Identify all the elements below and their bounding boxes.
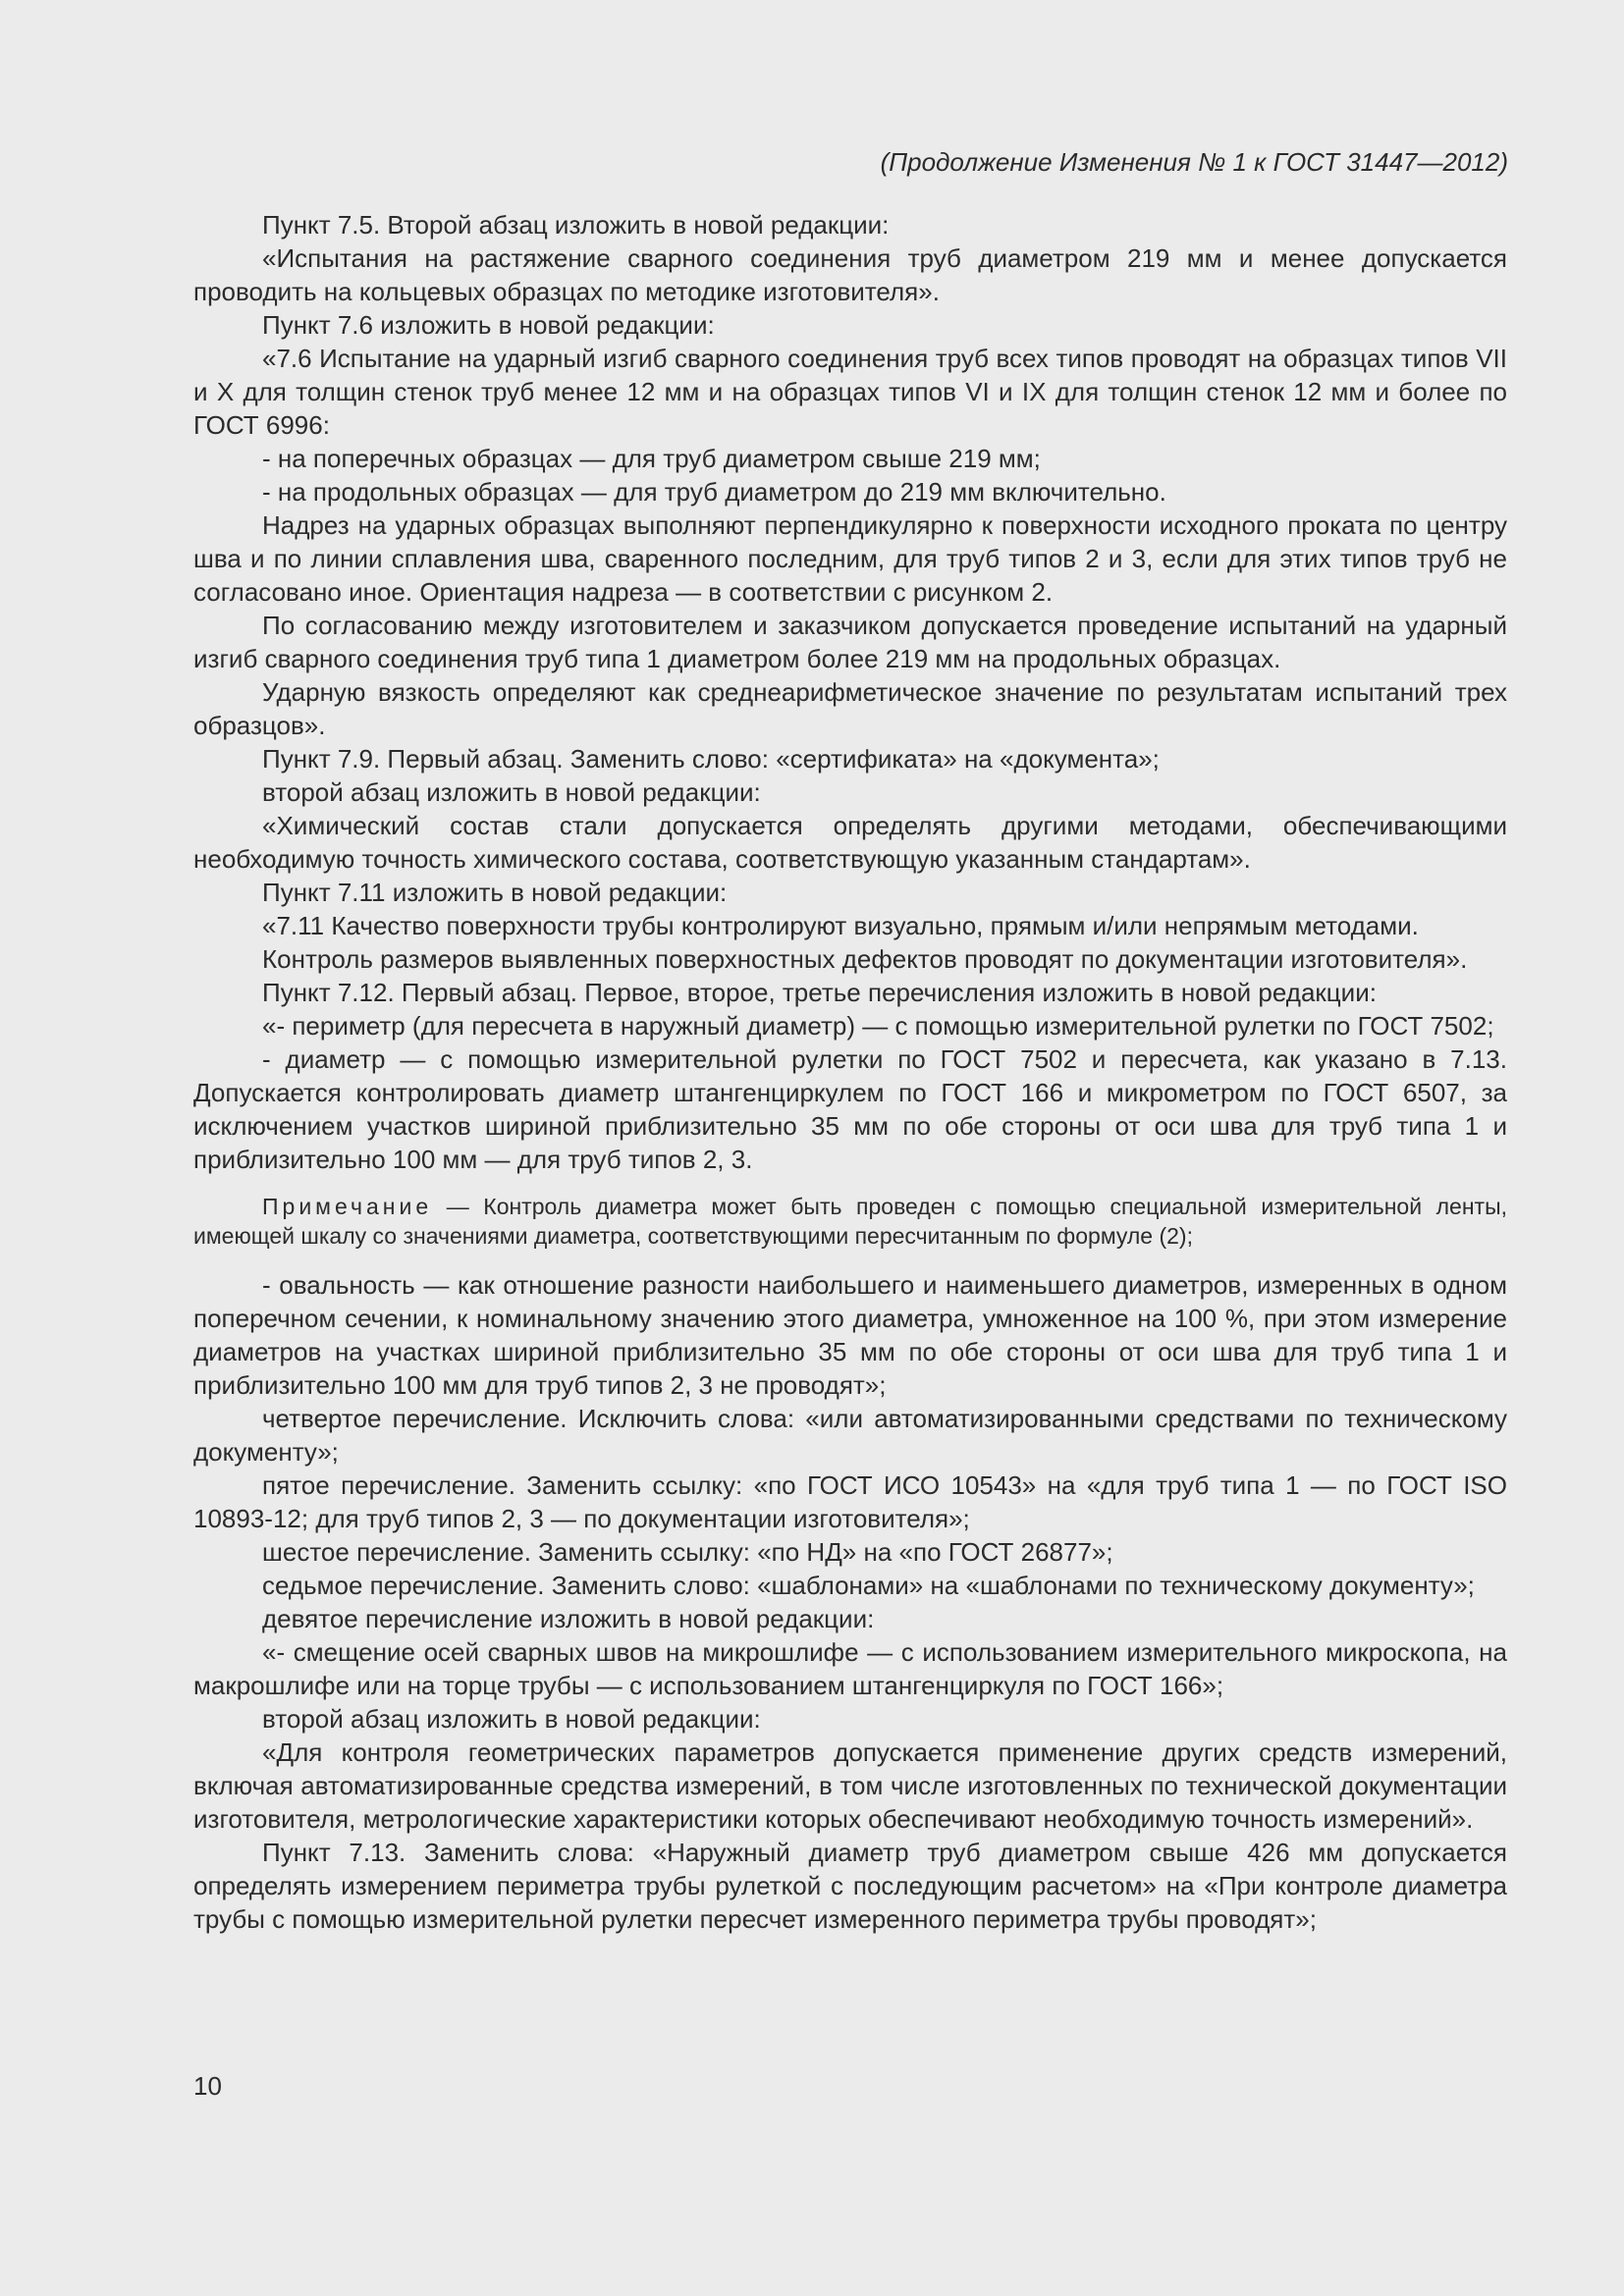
note-paragraph xyxy=(193,1192,1507,1251)
paragraph: Надрез на ударных образцах выполняют перпендикулярно к поверхности исходного проката по центру шва и по линии сплавления шва, сваренного последним, для труб типов 2 и 3, если для этих типов труб не согласовано иное. Ориентация надреза — в соответствии с рисунком 2. xyxy=(193,510,1507,607)
paragraph: четвертое перечисление. Исключить слова: «или автоматизированными средствами по техническому документу»; xyxy=(193,1404,1507,1467)
paragraph: «7.11 Качество поверхности трубы контролируют визуально, прямым и/или непрямым методами. xyxy=(262,911,1419,940)
paragraph: «- периметр (для пересчета в наружный диаметр) — с помощью измерительной рулетки по ГОСТ 7502; xyxy=(262,1011,1494,1041)
paragraph: Пункт 7.9. Первый абзац. Заменить слово: «сертификата» на «документа»; xyxy=(262,744,1160,774)
paragraph: Ударную вязкость определяют как среднеарифметическое значение по результатам испытаний трех образцов». xyxy=(193,677,1507,740)
paragraph: - диаметр — с помощью измерительной рулетки по ГОСТ 7502 и пересчета, как указано в 7.13. Допускается контролировать диаметр штангенциркулем по ГОСТ 166 и микрометром по ГОСТ 6507, за исключением участков шириной приблизительно 35 мм по обе стороны от оси шва для труб типа 1 и приблизительно 100 мм — для труб типов 2, 3. xyxy=(193,1044,1507,1174)
paragraph: «Испытания на растяжение сварного соединения труб диаметром 219 мм и менее допускается проводить на кольцевых образцах по методике изготовителя». xyxy=(193,243,1507,306)
continuation-header: (Продолжение Изменения № 1 к ГОСТ 31447—2012) xyxy=(880,147,1508,177)
paragraph: Пункт 7.11 изложить в новой редакции: xyxy=(262,878,728,907)
paragraph: Пункт 7.6 изложить в новой редакции: xyxy=(262,310,715,340)
paragraph: седьмое перечисление. Заменить слово: «шаблонами» на «шаблонами по техническому документу»; xyxy=(262,1571,1475,1600)
paragraph: второй абзац изложить в новой редакции: xyxy=(262,777,761,807)
paragraph: Пункт 7.13. Заменить слова: «Наружный диаметр труб диаметром свыше 426 мм допускается определять измерением периметра трубы рулеткой с последующим расчетом» на «При контроле диаметра трубы с помощью измерительной рулетки пересчет измеренного периметра трубы проводят»; xyxy=(193,1838,1507,1934)
paragraph: «Для контроля геометрических параметров допускается применение других средств измерений, включая автоматизированные средства измерений, в том числе изготовленных по технической документации изготовителя, метрологические характеристики которых обеспечивают необходимую точность измерений». xyxy=(193,1737,1507,1834)
paragraph: девятое перечисление изложить в новой редакции: xyxy=(262,1604,875,1633)
paragraph: По согласованию между изготовителем и заказчиком допускается проведение испытаний на ударный изгиб сварного соединения труб типа 1 диаметром более 219 мм на продольных образцах. xyxy=(193,611,1507,673)
paragraph: Контроль размеров выявленных поверхностных дефектов проводят по документации изготовителя». xyxy=(262,944,1468,974)
paragraph: второй абзац изложить в новой редакции: xyxy=(262,1704,761,1734)
paragraph: Пункт 7.12. Первый абзац. Первое, второе, третье перечисления изложить в новой редакции: xyxy=(262,978,1377,1007)
paragraph: пятое перечисление. Заменить ссылку: «по ГОСТ ИСО 10543» на «для труб типа 1 — по ГОСТ ISO 10893-12; для труб типов 2, 3 — по документации изготовителя»; xyxy=(193,1470,1507,1533)
paragraph: - на продольных образцах — для труб диаметром до 219 мм включительно. xyxy=(262,477,1166,507)
paragraph: Пункт 7.5. Второй абзац изложить в новой редакции: xyxy=(262,210,890,240)
paragraph: «7.6 Испытание на ударный изгиб сварного соединения труб всех типов проводят на образцах типов VII и X для толщин стенок труб менее 12 мм и на образцах типов VI и IX для толщин стенок 12 мм и более по ГОСТ 6996: xyxy=(193,344,1507,440)
paragraph: шестое перечисление. Заменить ссылку: «по НД» на «по ГОСТ 26877»; xyxy=(262,1537,1113,1567)
page-number: 10 xyxy=(193,2071,222,2101)
paragraph: «- смещение осей сварных швов на микрошлифе — с использованием измерительного микроскопа, на макрошлифе или на торце трубы — с использованием штангенциркуля по ГОСТ 166»; xyxy=(193,1637,1507,1700)
paragraph: «Химический состав стали допускается определять другими методами, обеспечивающими необходимую точность химического состава, соответствующую указанным стандартам». xyxy=(193,811,1507,874)
paragraph: - овальность — как отношение разности наибольшего и наименьшего диаметров, измеренных в одном поперечном сечении, к номинальному значению этого диаметра, умноженное на 100 %, при этом измерение диаметров на участках шириной приблизительно 35 мм по обе стороны от оси шва для труб типа 1 и приблизительно 100 мм для труб типов 2, 3 не проводят»; xyxy=(193,1270,1507,1400)
document-body xyxy=(193,208,1507,1936)
note-label: Примечание xyxy=(262,1194,433,1219)
paragraph: - на поперечных образцах — для труб диаметром свыше 219 мм; xyxy=(262,444,1041,473)
note-text: — Контроль диаметра может быть проведен с помощью специальной измерительной ленты, имеющей шкалу со значениями диаметра, соответствующими пересчитанным по формуле (2); xyxy=(193,1194,1507,1249)
